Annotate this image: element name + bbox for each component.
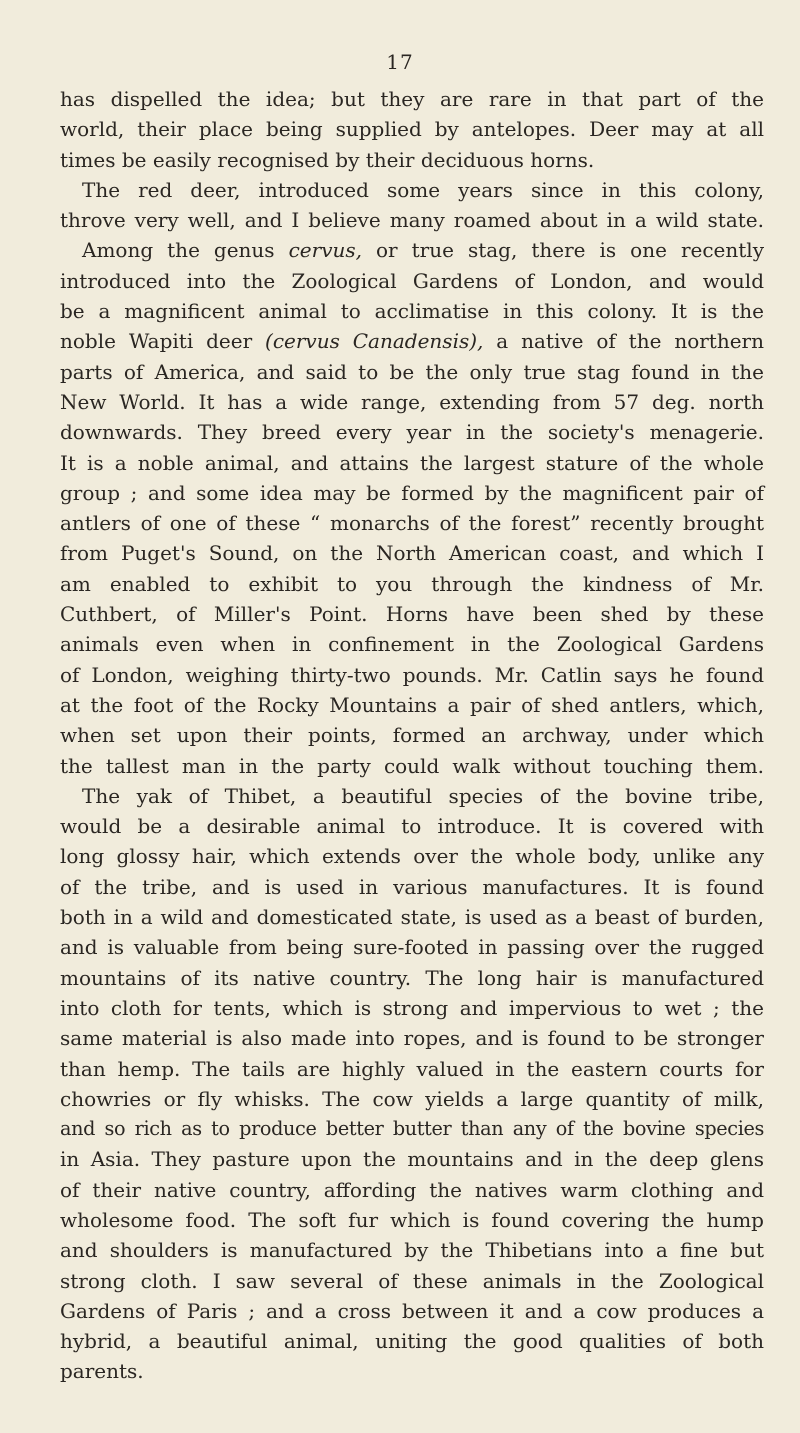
text-segment: and is valuable from being sure-footed in passing over the rugged <box>60 935 764 960</box>
text-segment: has dispelled the idea; but they are rare in that part of the <box>60 87 764 111</box>
text-line <box>60 448 764 478</box>
text-segment: when set upon their points, formed an archway, under which <box>60 723 764 748</box>
text-line <box>60 478 764 508</box>
text-line <box>60 690 764 720</box>
text-segment: group ; and some idea may be formed by the magnificent pair of <box>60 480 764 505</box>
text-segment: animals even when in confinement in the Zoological Gardens <box>60 632 764 657</box>
text-line <box>60 417 764 447</box>
text-segment: in Asia. They pasture upon the mountains and in the deep glens <box>60 1147 764 1172</box>
text-segment: or true stag, there is one recently <box>362 238 765 263</box>
text-line <box>60 235 764 265</box>
text-line <box>60 1175 764 1205</box>
text-segment: long glossy hair, which extends over the whole body, unlike any <box>60 844 764 869</box>
text-line <box>60 751 764 781</box>
text-segment: of their native country, affording the natives warm clothing and <box>60 1177 764 1202</box>
text-segment: It is a noble animal, and attains the largest stature of the whole <box>60 450 764 475</box>
text-segment: be a magnificent animal to acclimatise in this colony. It is the <box>60 299 764 324</box>
text-line <box>60 811 764 841</box>
text-segment: New World. It has a wide range, extending from 57 deg. north <box>60 389 764 414</box>
text-line <box>60 932 764 962</box>
text-line <box>60 1023 764 1053</box>
text-segment: parents. <box>60 1359 144 1384</box>
text-line <box>60 1235 764 1265</box>
text-segment: Among the genus <box>82 238 289 263</box>
text-line <box>60 599 764 629</box>
text-line <box>60 963 764 993</box>
text-segment: downwards. They breed every year in the society's menagerie. <box>60 420 764 445</box>
text-segment: and shoulders is manufactured by the Thibetians into a fine but <box>60 1238 764 1263</box>
text-line <box>60 387 764 417</box>
text-line <box>60 629 764 659</box>
text-line <box>60 902 764 932</box>
text-line <box>60 660 764 690</box>
text-line <box>60 1356 764 1386</box>
text-segment: a native of the northern <box>483 329 764 354</box>
text-segment: from Puget's Sound, on the North American coast, and which I <box>60 541 764 566</box>
text-segment: chowries or fly whisks. The cow yields a large quantity of milk, <box>60 1086 764 1111</box>
text-segment: at the foot of the Rocky Mountains a pair of shed antlers, which, <box>60 692 764 717</box>
text-segment: noble Wapiti deer <box>60 329 266 354</box>
text-segment: antlers of one of these “ monarchs of the forest” recently brought <box>60 511 764 536</box>
text-segment: times be easily recognised by their deciduous horns. <box>60 147 595 172</box>
text-line <box>60 1326 764 1356</box>
text-line <box>60 84 764 114</box>
text-line <box>60 1296 764 1326</box>
text-line <box>60 538 764 568</box>
italic-text: cervus, <box>288 238 362 263</box>
text-segment: am enabled to exhibit to you through the kindness of Mr. <box>60 571 764 596</box>
text-line <box>60 326 764 356</box>
text-line <box>60 1114 764 1144</box>
text-line <box>60 872 764 902</box>
text-line <box>60 569 764 599</box>
text-line <box>60 841 764 871</box>
text-line <box>60 175 764 205</box>
text-line <box>60 1205 764 1235</box>
text-segment: both in a wild and domesticated state, is used as a beast of burden, <box>60 905 764 930</box>
text-line <box>60 296 764 326</box>
text-line <box>60 720 764 750</box>
text-segment: throve very well, and I believe many roamed about in a wild state. <box>60 208 764 233</box>
text-line <box>60 205 764 235</box>
text-segment: introduced into the Zoological Gardens of London, and would <box>60 268 764 293</box>
text-segment: would be a desirable animal to introduce. It is covered with <box>60 814 764 839</box>
text-line <box>60 357 764 387</box>
text-segment: mountains of its native country. The long hair is manufactured <box>60 965 764 990</box>
text-segment: The red deer, introduced some years since in this colony, <box>82 177 764 202</box>
text-segment: of London, weighing thirty-two pounds. Mr. Catlin says he found <box>60 662 764 687</box>
text-line <box>60 1054 764 1084</box>
text-line <box>60 145 764 175</box>
text-segment: of the tribe, and is used in various manufactures. It is found <box>60 874 764 899</box>
body-text <box>60 84 764 1387</box>
text-segment: same material is also made into ropes, and is found to be stronger <box>60 1026 764 1051</box>
text-segment: world, their place being supplied by antelopes. Deer may at all <box>60 117 764 142</box>
text-line <box>60 1266 764 1296</box>
text-segment: strong cloth. I saw several of these animals in the Zoological <box>60 1268 764 1293</box>
text-line <box>60 781 764 811</box>
text-segment: Gardens of Paris ; and a cross between it and a cow produces a <box>60 1298 764 1323</box>
text-segment: and so rich as to produce better butter than any of the bovine species <box>60 1117 764 1141</box>
text-segment: than hemp. The tails are highly valued in the eastern courts for <box>60 1056 764 1081</box>
text-segment: wholesome food. The soft fur which is found covering the hump <box>60 1207 764 1232</box>
text-line <box>60 508 764 538</box>
text-line <box>60 266 764 296</box>
text-segment: The yak of Thibet, a beautiful species of the bovine tribe, <box>82 783 764 808</box>
page-number: 17 <box>386 50 414 74</box>
italic-text: (cervus Canadensis), <box>265 329 484 354</box>
text-line <box>60 1144 764 1174</box>
text-segment: hybrid, a beautiful animal, uniting the good qualities of both <box>60 1329 764 1354</box>
text-line <box>60 1084 764 1114</box>
text-segment: into cloth for tents, which is strong and impervious to wet ; the <box>60 995 764 1020</box>
text-segment: Cuthbert, of Miller's Point. Horns have been shed by these <box>60 602 764 627</box>
text-segment: parts of America, and said to be the only true stag found in the <box>60 359 764 384</box>
text-segment: the tallest man in the party could walk without touching them. <box>60 753 764 778</box>
text-line <box>60 993 764 1023</box>
text-line <box>60 114 764 144</box>
